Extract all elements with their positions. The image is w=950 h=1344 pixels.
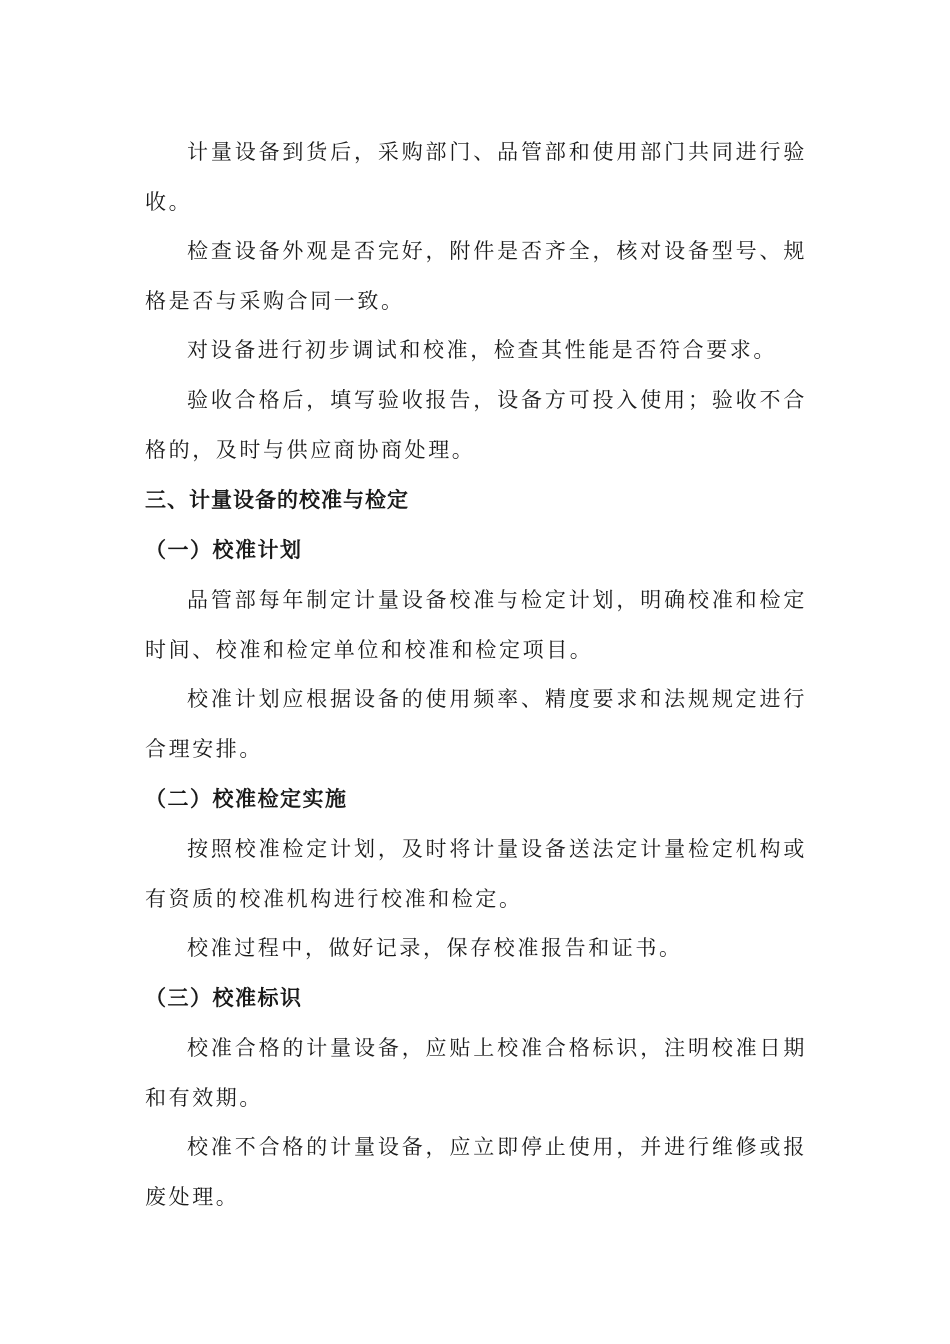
paragraph-send-for-calibration: 按照校准检定计划，及时将计量设备送法定计量检定机构或有资质的校准机构进行校准和检定。	[145, 837, 807, 911]
section-heading-calibration: 三、计量设备的校准与检定	[145, 488, 409, 512]
paragraph-plan-arrangement: 校准计划应根据设备的使用频率、精度要求和法规规定进行合理安排。	[145, 687, 807, 761]
subheading-calibration-implementation: （二）校准检定实施	[145, 787, 348, 811]
paragraph-annual-plan: 品管部每年制定计量设备校准与检定计划，明确校准和检定时间、校准和检定单位和校准和检定项目。	[145, 588, 807, 662]
paragraph-appearance-check: 检查设备外观是否完好，附件是否齐全，核对设备型号、规格是否与采购合同一致。	[145, 239, 807, 313]
paragraph-calibration-records: 校准过程中，做好记录，保存校准报告和证书。	[187, 936, 683, 960]
subheading-calibration-plan: （一）校准计划	[145, 538, 303, 562]
paragraph-acceptance-intro: 计量设备到货后，采购部门、品管部和使用部门共同进行验收。	[145, 140, 807, 214]
paragraph-initial-calibration: 对设备进行初步调试和校准，检查其性能是否符合要求。	[187, 338, 777, 362]
paragraph-qualified-label: 校准合格的计量设备，应贴上校准合格标识，注明校准日期和有效期。	[145, 1036, 807, 1110]
subheading-calibration-label: （三）校准标识	[145, 986, 303, 1010]
paragraph-acceptance-report: 验收合格后，填写验收报告，设备方可投入使用；验收不合格的，及时与供应商协商处理。	[145, 388, 807, 462]
paragraph-unqualified-handling: 校准不合格的计量设备，应立即停止使用，并进行维修或报废处理。	[145, 1135, 807, 1209]
